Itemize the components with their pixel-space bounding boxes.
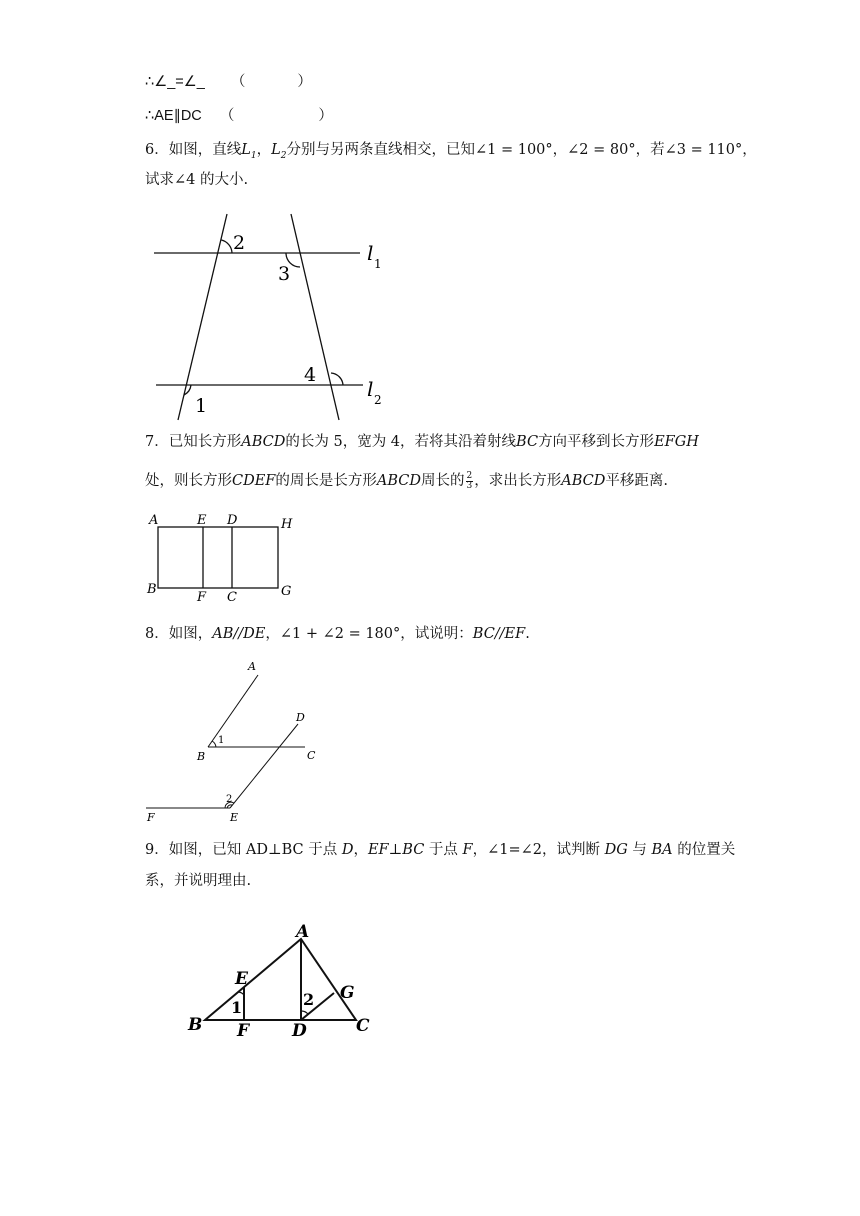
point-c: C [307, 749, 316, 762]
q8-text: 如图， [168, 626, 213, 642]
angle-2-arc [301, 1011, 308, 1014]
q8-text: ，∠1 + ∠2 = 180°，试说明： [265, 626, 473, 642]
segment-bc-ref: BC [402, 842, 425, 858]
math-bc-ef: BC//EF [472, 626, 526, 642]
line-l1-label: L [241, 142, 251, 158]
l1-sub: 1 [374, 257, 382, 271]
point-f: F [147, 811, 155, 824]
q7-text: ，求出长方形 [474, 473, 562, 489]
point-e: E [230, 811, 239, 824]
q6-text: 如图，直线 [168, 142, 242, 158]
rect-cdef: CDEF [232, 473, 276, 489]
q6-text-3: 试求∠4 的大小. [145, 172, 249, 188]
point-c: C [227, 590, 237, 605]
point-a: A [248, 660, 256, 673]
q9-text: 如图，已知 AD⊥BC 于点 [168, 842, 338, 858]
ray-bc: BC [516, 434, 539, 450]
segment-ef-ref: EF [367, 842, 389, 858]
point-e: E [235, 969, 248, 989]
triangle-abc [205, 939, 356, 1020]
point-f: F [197, 590, 207, 605]
point-g: G [340, 983, 355, 1003]
q9-number: 9． [145, 842, 169, 858]
angle-blank: ∠_=∠_ [154, 74, 205, 90]
q7-text: 平移距离. [605, 473, 668, 489]
point-g: G [281, 584, 292, 599]
point-b: B [188, 1015, 203, 1035]
reason-close: ） [318, 108, 333, 124]
l2-label: l [367, 377, 374, 401]
q9-text-2: 系，并说明理由. [145, 873, 252, 889]
segment-dg-ref: DG [604, 842, 628, 858]
reason-open: （ [230, 74, 246, 90]
q6-text-2: 分别与另两条直线相交，已知∠1 = 100°，∠2 = 80°，若∠3 = 110°， [286, 142, 757, 158]
rect-efgh: EFGH [654, 434, 699, 450]
line-l2-label: L [271, 142, 281, 158]
q7-text: 周长的 [421, 473, 465, 489]
therefore-symbol: ∴ [145, 108, 155, 124]
point-b: B [147, 582, 157, 597]
angle-2-label: 2 [226, 794, 233, 805]
angle-3-label: 3 [278, 263, 291, 285]
q7-text: 方向平移到长方形 [538, 434, 655, 450]
point-f: F [237, 1021, 250, 1041]
point-e: E [197, 513, 207, 528]
q8-number: 8． [145, 626, 169, 642]
q9-text: ，∠1=∠2，试判断 [472, 842, 600, 858]
l2-sub: 2 [374, 393, 382, 407]
l1-label: l [367, 241, 374, 265]
point-f-ref: F [462, 842, 473, 858]
fraction-numerator: 2 [466, 470, 473, 481]
point-d: D [296, 711, 305, 724]
line-l2-sub: 2 [280, 150, 287, 161]
rect-abcd: ABCD [376, 473, 421, 489]
q7-text: 的周长是长方形 [275, 473, 377, 489]
angle-1-label: 1 [195, 395, 208, 417]
point-d: D [227, 513, 238, 528]
point-a: A [296, 922, 310, 942]
q9-text: 的位置关 [677, 842, 736, 858]
angle-2-label: 2 [303, 990, 315, 1009]
line-l1-sub: 1 [250, 150, 257, 161]
point-b: B [197, 750, 206, 763]
comma: ， [256, 142, 272, 158]
point-h: H [281, 517, 293, 532]
angle-2-label: 2 [233, 232, 246, 254]
point-a: A [149, 513, 159, 528]
q8-text: . [525, 626, 530, 642]
q9-text: 于点 [428, 842, 458, 858]
reason-open: （ [219, 108, 235, 124]
math-ab-de: AB//DE [212, 626, 266, 642]
fraction-denominator: 3 [466, 480, 473, 491]
rect-abcd: ABCD [561, 473, 606, 489]
therefore-symbol: ∴ [145, 74, 155, 90]
perp-symbol: ⊥ [388, 842, 403, 858]
q7-text: 的长为 5，宽为 4，若将其沿着射线 [285, 434, 517, 450]
angle-4-label: 4 [304, 364, 317, 386]
q7-text: 处，则长方形 [145, 473, 232, 489]
q7-number: 7． [145, 434, 169, 450]
q9-text: ， [353, 842, 368, 858]
angle-1-label: 1 [218, 735, 225, 746]
parallel-statement: AE∥DC [154, 108, 202, 124]
point-d: D [292, 1021, 307, 1041]
segment-ba-ref: BA [651, 842, 673, 858]
rect-abcd: ABCD [241, 434, 286, 450]
reason-close: ） [297, 74, 312, 90]
point-d-ref: D [341, 842, 354, 858]
point-c: C [356, 1016, 370, 1036]
q6-number: 6． [145, 142, 169, 158]
q9-text: 与 [632, 842, 647, 858]
angle-1-label: 1 [231, 998, 243, 1017]
q7-text: 已知长方形 [168, 434, 242, 450]
